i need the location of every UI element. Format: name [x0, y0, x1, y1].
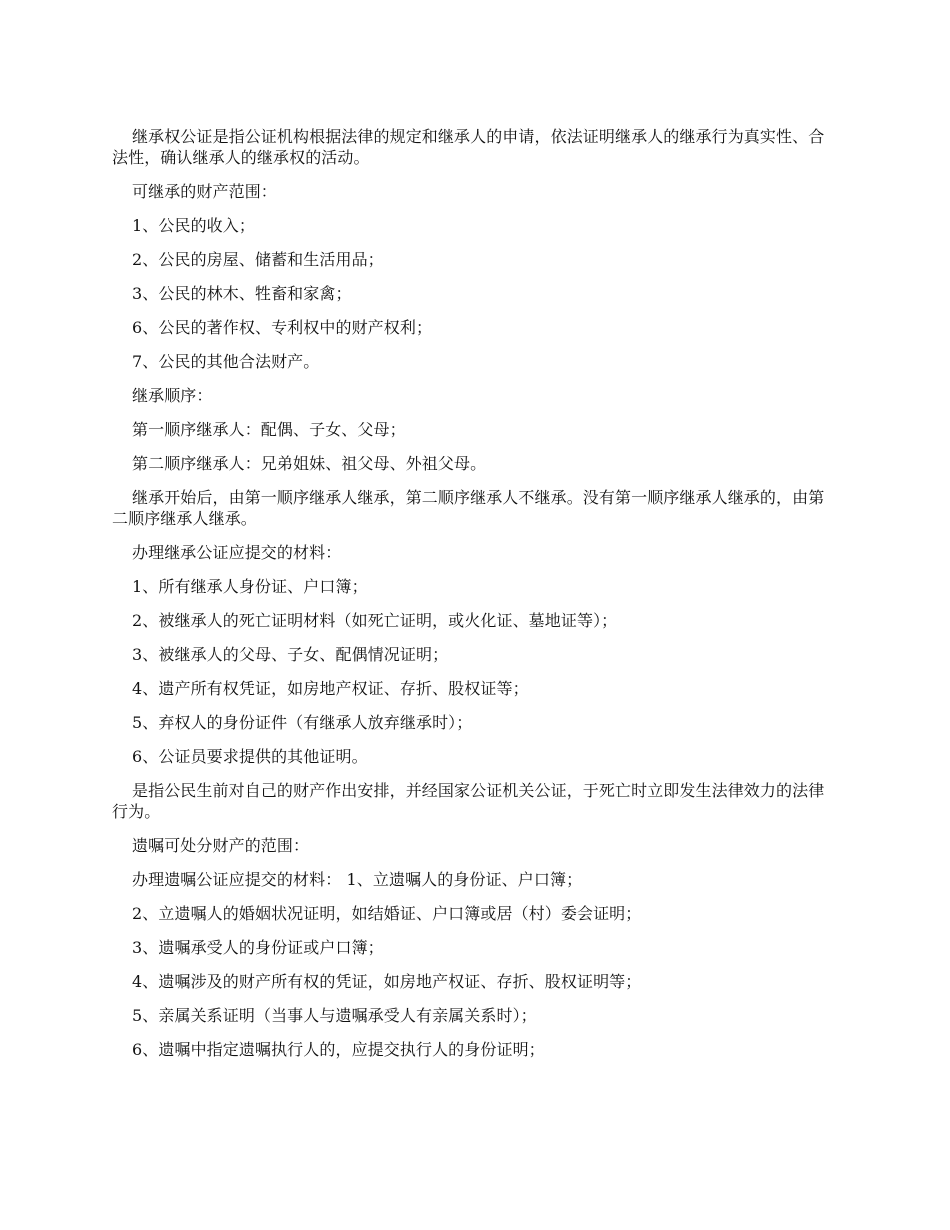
list-item: 4、遗产所有权凭证，如房地产权证、存折、股权证等； — [132, 679, 529, 698]
list-item: 1、所有继承人身份证、户口簿； — [132, 577, 368, 596]
list-item: 第二顺序继承人：兄弟姐妹、祖父母、外祖父母。 — [132, 454, 487, 473]
list-item: 第一顺序继承人：配偶、子女、父母； — [132, 420, 406, 439]
list-item: 3、遗嘱承受人的身份证或户口簿； — [132, 938, 384, 957]
document-body — [112, 126, 828, 1072]
paragraph-heading-inheritance-materials: 办理继承公证应提交的材料： — [132, 543, 342, 562]
list-item: 3、被继承人的父母、子女、配偶情况证明； — [132, 645, 449, 664]
list-item: 7、公民的其他合法财产。 — [132, 352, 320, 371]
list-item: 3、公民的林木、牲畜和家禽； — [132, 284, 352, 303]
list-item: 2、公民的房屋、储蓄和生活用品； — [132, 250, 384, 269]
list-item: 4、遗嘱涉及的财产所有权的凭证，如房地产权证、存折、股权证明等； — [132, 972, 642, 991]
list-item: 5、弃权人的身份证件（有继承人放弃继承时）； — [132, 713, 473, 732]
paragraph-heading-inheritable-property: 可继承的财产范围： — [132, 182, 277, 201]
list-item: 2、被继承人的死亡证明材料（如死亡证明，或火化证、墓地证等）； — [132, 611, 618, 630]
list-item: 1、公民的收入； — [132, 216, 255, 235]
paragraph-succession-rule: 继承开始后，由第一顺序继承人继承，第二顺序继承人不继承。没有第一顺序继承人继承的，由第二顺序继承人继承。 — [112, 488, 825, 528]
list-item: 2、立遗嘱人的婚姻状况证明，如结婚证、户口簿或居（村）委会证明； — [132, 904, 642, 923]
paragraph-heading-succession-order: 继承顺序： — [132, 386, 213, 405]
list-item: 6、遗嘱中指定遗嘱执行人的，应提交执行人的身份证明； — [132, 1040, 545, 1059]
paragraph-will-definition: 是指公民生前对自己的财产作出安排，并经国家公证机关公证，于死亡时立即发生法律效力的法律行为。 — [112, 781, 825, 821]
list-item: 6、公民的著作权、专利权中的财产权利； — [132, 318, 433, 337]
list-item: 6、公证员要求提供的其他证明。 — [132, 747, 368, 766]
paragraph-intro: 继承权公证是指公证机构根据法律的规定和继承人的申请，依法证明继承人的继承行为真实性、合法性，确认继承人的继承权的活动。 — [112, 127, 825, 167]
paragraph-heading-will-property: 遗嘱可处分财产的范围： — [132, 836, 310, 855]
paragraph-heading-will-materials: 办理遗嘱公证应提交的材料： 1、立遗嘱人的身份证、户口簿； — [132, 870, 583, 889]
list-item: 5、亲属关系证明（当事人与遗嘱承受人有亲属关系时）； — [132, 1006, 537, 1025]
